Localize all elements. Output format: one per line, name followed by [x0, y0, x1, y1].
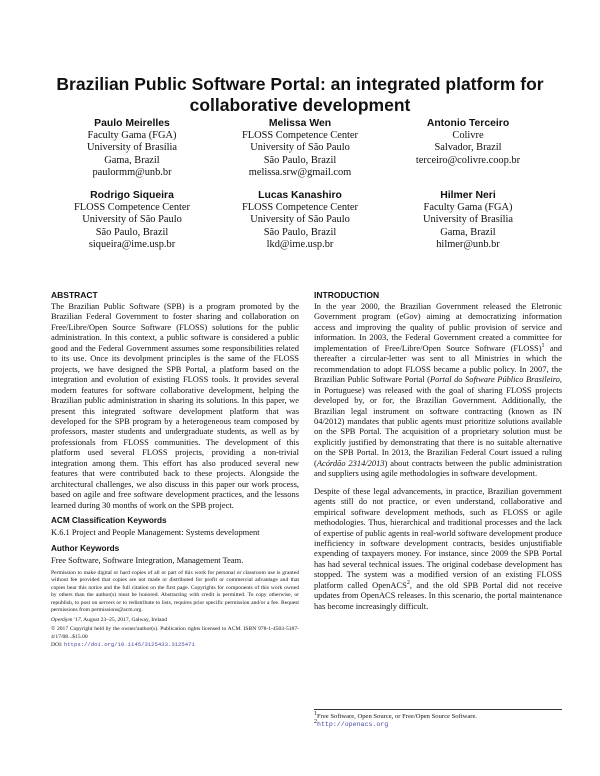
acm-classification-heading: ACM Classification Keywords — [51, 516, 167, 526]
author-affiliation: FLOSS Competence Center — [241, 202, 358, 214]
footnote — [314, 721, 562, 729]
author — [48, 190, 216, 251]
author-name: Rodrigo Siqueira — [90, 190, 174, 202]
author — [384, 118, 552, 179]
footnote-text: Free Software, Open Source, or Free/Open Source Software. — [317, 713, 478, 720]
author-location: São Paulo, Brazil — [95, 226, 169, 238]
doi-label: DOI: — [51, 642, 64, 649]
author-keywords-heading: Author Keywords — [51, 543, 120, 553]
text-run: ) about contracts between the public administration and suppliers using agile methodologies in software development. — [314, 457, 563, 479]
acm-classification-text: K.6.1 Project and People Management: Systems development — [51, 527, 260, 538]
author-email: terceiro@colivre.coop.br — [415, 154, 521, 166]
introduction-paragraph — [314, 301, 562, 479]
abstract-text: The Brazilian Public Software (SPB) is a program promoted by the Brazilian Federal Government to foster sharing and collaboration on Free/Libre/Open Source Software (FLOSS) solutions for the public administration. In this context, a public software is considered a public good and the Federal Government assumes some responsibilities related to its use. Once its devolpment principles is the same of the FLOSS projects, we have designed the SPB Portal, a platform based on the integration and evolution of existing FLOSS tools. It provides several modern features for software collaborative development, helping the Brazilian public administration in sharing its solutions. In this paper, we present this integrated software development platform that was developed for the SPB program by a heterogeneous team composed by professors, master students and undergraduate students, as well as by professionals from FLOSS communities. The development of this platform used several FLOSS projects, providing a non-trivial integration among them. This effort has also produced several new features that were contributed back to these projects. Alongside the architectural challenges, we also discuss in this paper our work process, based on agile and free software development practices, and the lessons learned during 30 months of work on the SPB project. — [51, 301, 299, 510]
author-location: São Paulo, Brazil — [263, 226, 337, 238]
footnote-ref[interactable]: 1 — [541, 343, 545, 349]
author — [216, 190, 384, 251]
author-keywords-text: Free Software, Software Integration, Management Team. — [51, 554, 244, 565]
author-affiliation: University of São Paulo — [250, 214, 350, 226]
text-run: and thereafter a circular-letter was sent to all Ministries in which the recommendation to adopt FLOSS became a public policy. In 2007, the Brazilian Public Software Portal ( — [314, 342, 563, 385]
author-row — [48, 190, 552, 251]
venue-name: OpenSym '17 — [51, 616, 81, 623]
author-affiliation: University of Brasília — [422, 214, 514, 226]
text-run: , and the old SPB Portal did not receive updates from OpenACS releases. In this scenario, the portal maintenance has become increasingly difficult. — [314, 579, 563, 611]
author-affiliation: University of São Paulo — [250, 142, 350, 154]
text-run: Despite of these legal advancements, in practice, Brazilian government agents still do not practice, or even understand, collaborative and empirical software development methods, such as FLOSS or agile methodologies. Thus, hierarchical and traditional processes and the lack of expertise of public agents in real-world software development produce inefficiency in software development contracts, besides unjustifiable expending of taxpayers money. For instance, since 2009 the SPB Portal has had several technical issues. The original codebase development has stopped. The system was a modified version of an existing FLOSS platform called OpenACS — [314, 485, 562, 590]
text-run: In the year 2000, the Brazilian Government released the Eletronic Government program (eGov) aiming at democratizing information access and improving the quality of public provision of service and information. In 2003, the Federal Government created a committee for implementation of Free/Libre/Open Source Software (FLOSS) — [314, 301, 562, 353]
copyright-notice: © 2017 Copyright held by the owner/author(s). Publication rights licensed to ACM. ISBN 978-1-4503-5187-4/17/08...$15.00 — [51, 626, 299, 640]
introduction-paragraph — [314, 486, 562, 611]
author-name: Hilmer Neri — [440, 190, 496, 202]
doi-line — [51, 641, 299, 650]
right-column — [314, 290, 562, 618]
text-run: , in Portuguese) was released with the goal of sharing FLOSS projects developed by, or for, the Brazilian Government. Additionally, the Brazilian legal instrument on software contracting (known as IN 04/2012) mandates that public agents must prioritize solutions available on the SPB Portal. The acquisition of a proprietary solution must be explicitly justified by demonstrating that there is no suitable alternative on the SPB Portal. In 2013, the Brazilian Federal Court issued a ruling ( — [314, 374, 562, 468]
author-affiliation: FLOSS Competence Center — [73, 202, 190, 214]
author-affiliation: Colivre — [452, 130, 484, 142]
venue-line — [51, 617, 299, 625]
author-name: Paulo Meirelles — [94, 118, 170, 129]
italic-run: Portal do Software Público Brasileiro — [429, 374, 560, 385]
author-affiliation: Faculty Gama (FGA) — [87, 130, 177, 142]
author-location: Gama, Brazil — [104, 154, 160, 166]
footnote-ref[interactable]: 2 — [406, 579, 410, 586]
permission-notice: Permission to make digital or hard copies of all or part of this work for personal or classroom use is granted without fee provided that copies are not made or distributed for profit or commercial advantage and that copies bear this notice and the full citation on the first page. Copyrights for components of this work owned by others than the author(s) must be honored. Abstracting with credit is permitted. To copy otherwise, or republish, to post on servers or to redistribute to lists, requires prior specific permission and/or a fee. Request permissions from permissions@acm.org. — [51, 569, 299, 614]
author-affiliation: University of São Paulo — [82, 214, 182, 226]
venue-details: , August 23–25, 2017, Galway, Ireland — [80, 616, 168, 623]
left-column — [51, 290, 299, 650]
author-affiliation: University of Brasília — [86, 142, 178, 154]
footnote-link[interactable]: http://openacs.org — [317, 721, 389, 729]
doi-link[interactable]: https://doi.org/10.1145/3125433.3125471 — [63, 641, 195, 649]
footnote — [314, 710, 562, 721]
abstract-heading: ABSTRACT — [51, 290, 98, 300]
author — [384, 190, 552, 251]
author-location: Gama, Brazil — [440, 226, 496, 238]
italic-run: Acórdão 2314/2013 — [316, 457, 385, 468]
author-name: Lucas Kanashiro — [258, 190, 342, 202]
author-row — [48, 118, 552, 179]
author-location: Salvador, Brazil — [434, 142, 502, 154]
author-name: Melissa Wen — [268, 118, 332, 129]
author-location: São Paulo, Brazil — [263, 154, 337, 166]
author-email: siqueira@ime.usp.br — [88, 238, 176, 250]
footnote-mark: 2 — [314, 719, 317, 726]
author-block — [48, 118, 552, 262]
author-name: Antonio Terceiro — [426, 118, 510, 129]
introduction-heading: INTRODUCTION — [314, 290, 380, 300]
footnotes — [314, 709, 562, 729]
author-affiliation: Faculty Gama (FGA) — [423, 202, 513, 214]
author-email: paulormm@unb.br — [92, 166, 172, 178]
author-email: hilmer@unb.br — [436, 238, 500, 250]
author-email: lkd@ime.usp.br — [266, 238, 334, 250]
author-affiliation: FLOSS Competence Center — [241, 130, 358, 142]
paper-title: Brazilian Public Software Portal: an integrated platform for collaborative development — [56, 74, 544, 115]
author-email: melissa.srw@gmail.com — [248, 166, 352, 178]
footnote-mark: 1 — [314, 710, 317, 717]
author — [216, 118, 384, 179]
author — [48, 118, 216, 179]
